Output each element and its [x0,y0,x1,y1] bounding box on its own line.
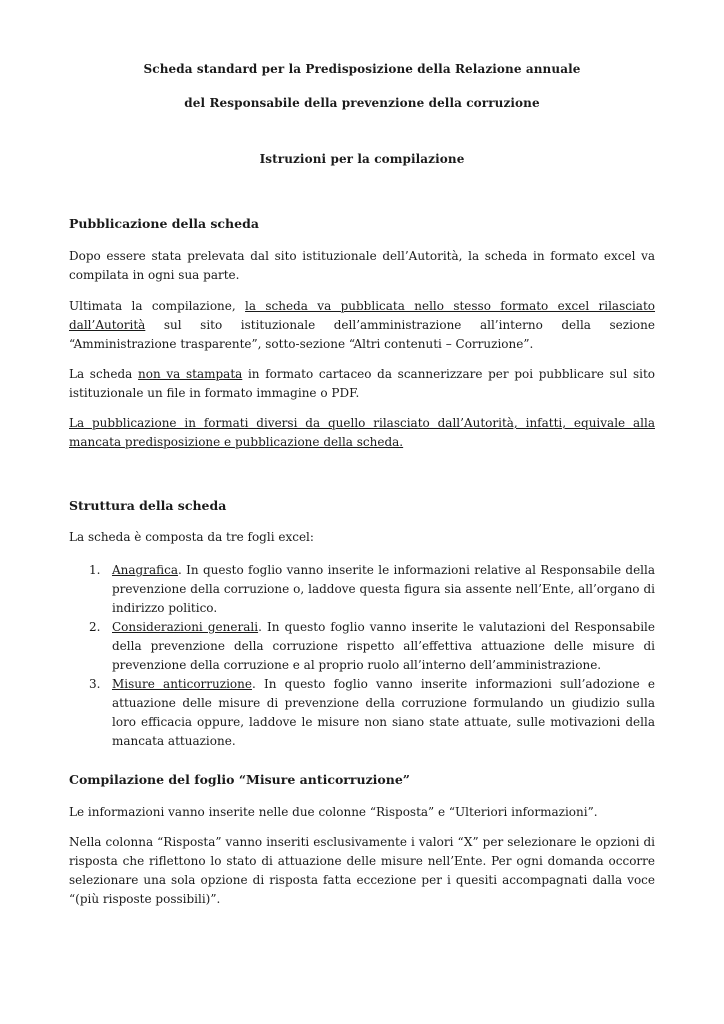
document-title-line2: del Responsabile della prevenzione della corruzione [184,96,540,110]
struttura-list [69,561,655,751]
list-item-title: Anagrafica [112,563,178,577]
paragraph-compilazione [69,297,655,354]
list-item-text: . In questo foglio vanno inserite le valutazioni del Responsabile della prevenzione della corruzione rispetto all’effettiva attuazione delle misure di prevenzione della corruzione e al proprio ruolo all’interno dell’amministrazione. [112,620,655,672]
section-heading-pubblicazione: Pubblicazione della scheda [69,216,259,231]
section-heading-compilazione-foglio: Compilazione del foglio “Misure anticorruzione” [69,772,410,787]
list-item [69,561,655,618]
paragraph-formati-underlined: La pubblicazione in formati diversi da quello rilasciato dall’Autorità, infatti, equivale alla mancata predisposizione e pubblicazione della scheda. [69,416,655,449]
list-item-number: 3. [89,677,101,691]
list-item [69,618,655,675]
list-item-text: . In questo foglio vanno inserite le informazioni relative al Responsabile della prevenzione della corruzione o, laddove questa figura sia assente nell’Ente, all’organo di indirizzo politico. [112,563,655,615]
list-item-text: . In questo foglio vanno inserite informazioni sull’adozione e attuazione delle misure di prevenzione della corruzione formulando un giudizio sulla loro efficacia oppure, laddove le misure non siano state attuate, sulle motivazioni della mancata attuazione. [112,677,655,748]
list-item [69,675,655,751]
section-heading-struttura: Struttura della scheda [69,498,227,513]
list-item-title: Misure anticorruzione [112,677,252,691]
paragraph-stampa-rest: in formato cartaceo da scannerizzare per poi pubblicare sul sito istituzionale un file in formato immagine o PDF. [69,367,655,400]
paragraph-compilazione-lead: Ultimata la compilazione, [69,299,246,313]
list-item-number: 2. [89,620,101,634]
paragraph-formati [69,414,655,452]
paragraph-stampa-lead: La scheda [69,367,139,381]
paragraph-stampa-underlined: non va stampata [138,367,243,381]
paragraph-prelievo: Dopo essere stata prelevata dal sito istituzionale dell’Autorità, la scheda in formato excel va compilata in ogni sua parte. [69,249,655,282]
document-title-line1: Scheda standard per la Predisposizione della Relazione annuale [143,62,581,76]
paragraph-colonne: Le informazioni vanno inserite nelle due colonne “Risposta” e “Ulteriori informazioni”. [69,805,598,819]
paragraph-stampa [69,365,655,403]
list-item-title: Considerazioni generali [112,620,259,634]
list-item-number: 1. [89,563,101,577]
paragraph-compilazione-rest: sul sito istituzionale dell’amministrazione all’interno della sezione “Amministrazione trasparente”, sotto-sezione “Altri contenuti – Corruzione”. [69,318,655,351]
paragraph-struttura-intro: La scheda è composta da tre fogli excel: [69,530,314,544]
paragraph-compilazione-underlined: la scheda va pubblicata nello stesso formato excel rilasciato dall’Autorità [69,299,656,332]
document-subtitle: Istruzioni per la compilazione [259,152,465,166]
paragraph-risposta: Nella colonna “Risposta” vanno inseriti esclusivamente i valori “X” per selezionare le opzioni di risposta che riflettono lo stato di attuazione delle misure nell’Ente. Per ogni domanda occorre selezionare una sola opzione di risposta fatta eccezione per i quesiti accompagnati dalla voce “(più risposte possibili)”. [69,835,655,906]
